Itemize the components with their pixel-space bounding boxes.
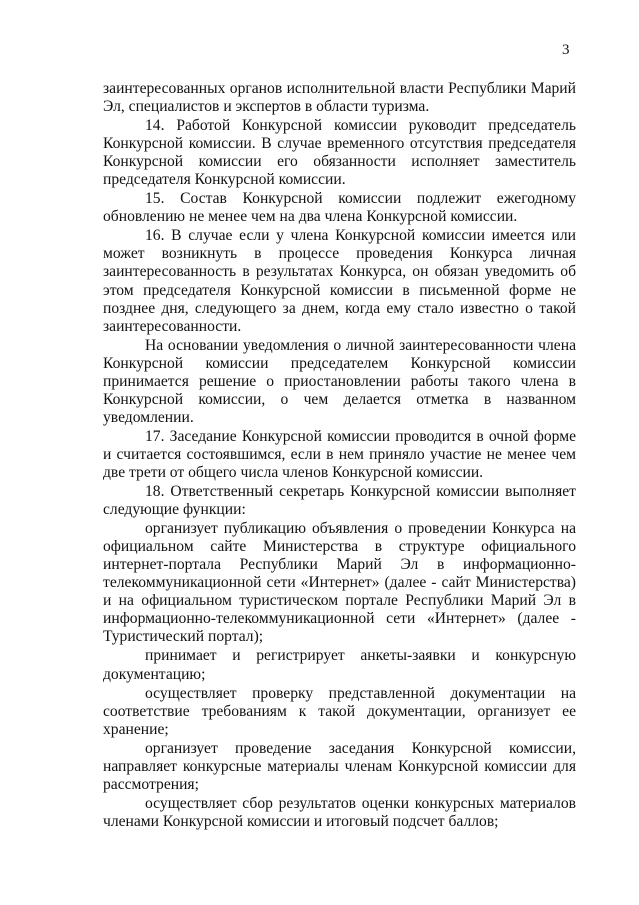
- paragraph-18: 18. Ответственный секретарь Конкурсной комиссии выполняет следующие функции:: [103, 483, 576, 519]
- function-registration: принимает и регистрирует анкеты-заявки и конкурсную документацию;: [103, 647, 576, 683]
- page-number: 3: [562, 42, 570, 58]
- function-publication: организует публикацию объявления о проведении Конкурса на официальном сайте Министерства в структуре официального интернет-портала Республики Марий Эл в информационно-телекоммуникационной сети «Интернет» (далее - сайт Министерства) и на официальном туристическом портале Республики Марий Эл в информационно-телекоммуникационной сети «Интернет» (далее - Туристический портал);: [103, 520, 576, 646]
- paragraph-14: 14. Работой Конкурсной комиссии руководит председатель Конкурсной комиссии. В случае временного отсутствия председателя Конкурсной комиссии его обязанности исполняет заместитель председателя Конкурсной комиссии.: [103, 117, 576, 189]
- paragraph-15: 15. Состав Конкурсной комиссии подлежит ежегодному обновлению не менее чем на два члена Конкурсной комиссии.: [103, 190, 576, 226]
- function-meeting: организует проведение заседания Конкурсной комиссии, направляет конкурсные материалы членам Конкурсной комиссии для рассмотрения;: [103, 739, 576, 793]
- paragraph-16-notice: На основании уведомления о личной заинтересованности члена Конкурсной комиссии председателем Конкурсной комиссии принимается решение о приостановлении работы такого члена в Конкурсной комиссии, о чем делается отметка в названном уведомлении.: [103, 336, 576, 426]
- function-scoring: осуществляет сбор результатов оценки конкурсных материалов членами Конкурсной комиссии и итоговый подсчет баллов;: [103, 794, 576, 830]
- paragraph-16: 16. В случае если у члена Конкурсной комиссии имеется или может возникнуть в процессе проведения Конкурса личная заинтересованность в результатах Конкурса, он обязан уведомить об этом председателя Конкурсной комиссии в письменной форме не позднее дня, следующего за днем, когда ему стало известно о такой заинтересованности.: [103, 227, 576, 335]
- paragraph-continuation: заинтересованных органов исполнительной власти Республики Марий Эл, специалистов и экспертов в области туризма.: [103, 80, 576, 116]
- paragraph-17: 17. Заседание Конкурсной комиссии проводится в очной форме и считается состоявшимся, если в нем приняло участие не менее чем две трети от общего числа членов Конкурсной комиссии.: [103, 427, 576, 481]
- function-verification: осуществляет проверку представленной документации на соответствие требованиям к такой документации, организует ее хранение;: [103, 684, 576, 738]
- document-body: [103, 80, 576, 831]
